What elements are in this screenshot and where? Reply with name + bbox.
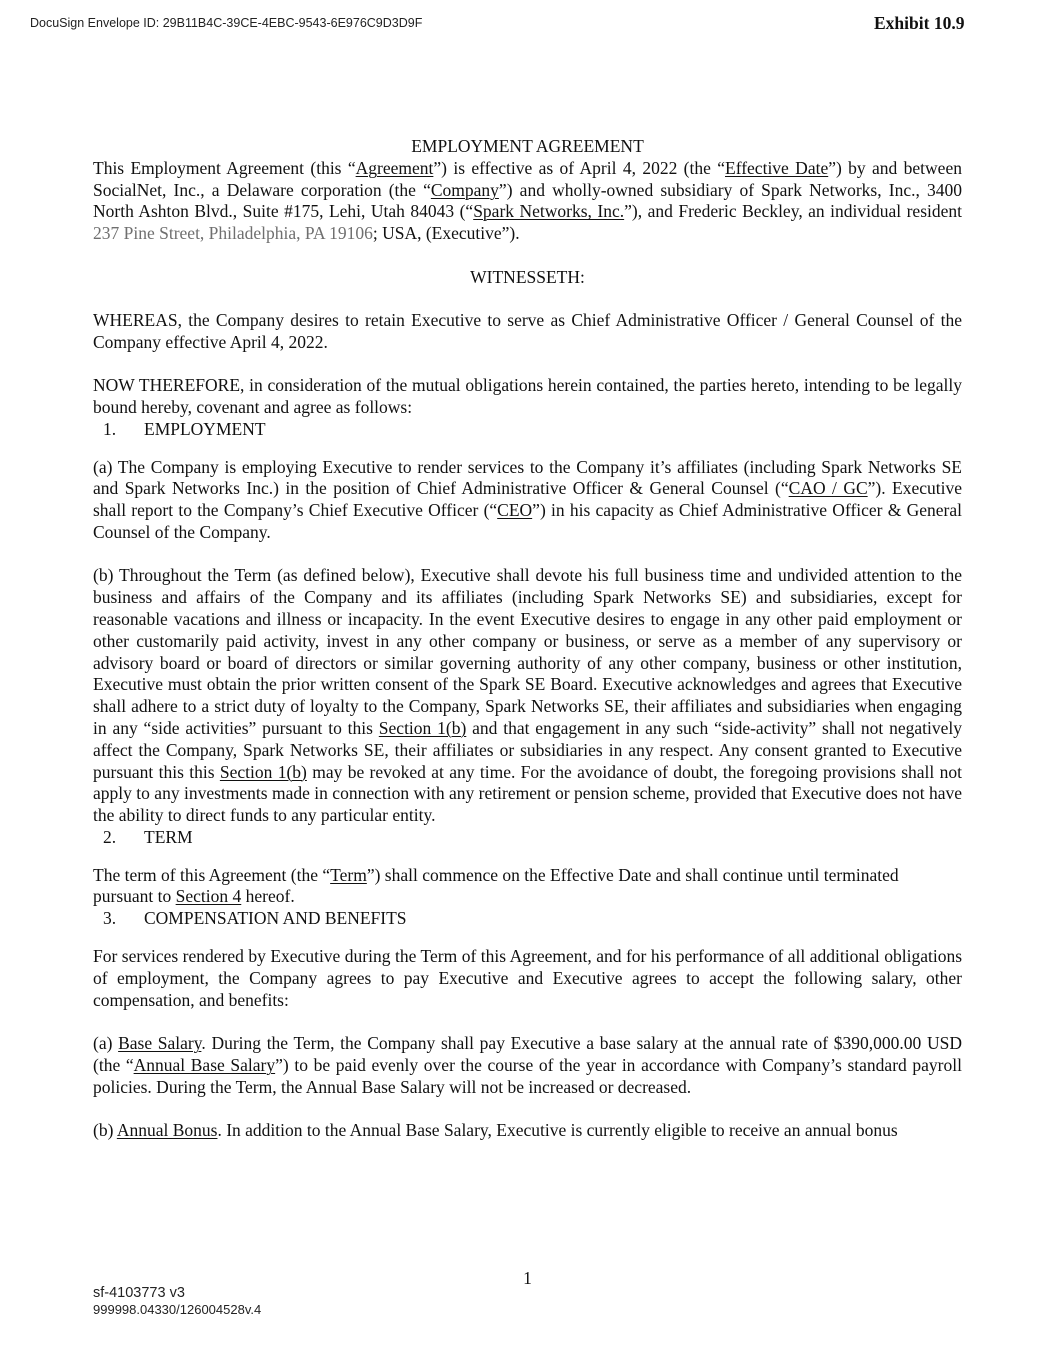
section-reference: Section 1(b) <box>378 717 467 738</box>
whereas-paragraph: WHEREAS, the Company desires to retain Executive to serve as Chief Administrative Officer / General Counsel of the Company effective April 4, 2022. <box>93 309 962 352</box>
defined-term-agreement: Agreement <box>355 157 434 178</box>
defined-term-annual-base-salary: Annual Base Salary <box>133 1054 276 1075</box>
clause-text: ”) to be paid evenly over the course of the year in accordance with Company’s standard payroll policies. During the Term, the Annual Base Salary will not be increased or decreased. <box>93 1054 962 1097</box>
clause-text: (a) The Company is employing Executive to render services to the Company it’s affiliates (including Spark Networks SE and Spark Networks Inc.) in the position of Chief Administrative Officer & General Counsel (“ <box>93 456 962 499</box>
section-2-heading <box>93 827 962 849</box>
section-1b-paragraph <box>93 565 962 827</box>
footer-matter-number: 999998.04330/126004528v.4 <box>93 1302 262 1317</box>
intro-text: ; USA, (Executive”). <box>372 223 520 244</box>
intro-paragraph <box>93 158 962 245</box>
section-reference: Section 1(b) <box>219 761 307 782</box>
defined-term-effective-date: Effective Date <box>725 157 829 178</box>
clause-text: may be revoked at any time. For the avoidance of doubt, the foregoing provisions shall not apply to any investments made in connection with any retirement or pension scheme, provided that Executive does not have the ability to direct funds to any particular entity. <box>93 761 962 826</box>
clause-text: (a) <box>93 1033 119 1054</box>
document-title: EMPLOYMENT AGREEMENT <box>411 136 644 156</box>
section-3a-paragraph <box>93 1033 962 1098</box>
clause-text: ”) in his capacity as Chief Administrative Officer & General Counsel of the Company. <box>93 500 962 542</box>
intro-text: This Employment Agreement (this “ <box>93 157 356 178</box>
section-number: 2. <box>103 826 117 847</box>
clause-text: (b) Throughout the Term (as defined below), Executive shall devote his full business time and undivided attention to the business and affairs of the Company and its affiliates (including Spark Networks SE) and subsidiaries, except for reasonable vacations and illness or incapacity. In the event Executive desires to engage in any other paid employment or other customarily paid activity, invest in any other company or business, or serve as a member of any supervisory or advisory board or board of directors or similar governing authority of any other company, business or other institution, Executive must obtain the prior written consent of the Spark SE Board. Executive acknowledges and agrees that Executive shall adhere to a strict duty of loyalty to the Company, Spark Networks SE, their affiliates and subsidiaries when engaging in any “side activities” pursuant to this <box>93 565 962 738</box>
document-body <box>93 136 962 1142</box>
executive-address: 237 Pine Street, Philadelphia, PA 19106 <box>93 223 373 244</box>
clause-text: ”) shall commence on the Effective Date and shall continue until terminated pursuant to <box>93 864 899 907</box>
section-1a-paragraph <box>93 457 962 544</box>
clause-text: . In addition to the Annual Base Salary, Executive is currently eligible to receive an annual bonus <box>217 1120 898 1141</box>
section-3-heading <box>93 908 962 930</box>
witnesseth-heading: WITNESSETH: <box>470 266 585 287</box>
section-number: 3. <box>103 908 117 929</box>
defined-term-base-salary: Base Salary <box>118 1033 202 1054</box>
exhibit-label: Exhibit 10.9 <box>874 13 965 33</box>
section-reference: Section 4 <box>175 886 242 907</box>
defined-term-cao-gc: CAO / GC <box>788 478 868 499</box>
clause-text: (b) <box>93 1120 117 1141</box>
clause-text: and that engagement in any such “side-activity” shall not negatively affect the Company, Spark Networks SE, their affiliates or subsidiaries in any respect. Any consent granted to Executive pursuant this this <box>93 717 962 782</box>
defined-term-ceo: CEO <box>497 500 533 521</box>
defined-term-annual-bonus: Annual Bonus <box>116 1120 218 1141</box>
section-3b-paragraph <box>93 1120 962 1142</box>
section-1-heading <box>93 419 962 441</box>
intro-text: ”) by and between SocialNet, Inc., a Delaware corporation (the “ <box>93 157 962 200</box>
clause-text: . During the Term, the Company shall pay Executive a base salary at the annual rate of $390,000.00 USD (the “ <box>93 1033 962 1075</box>
clause-text: ”). Executive shall report to the Company’s Chief Executive Officer (“ <box>93 478 963 521</box>
clause-text: The term of this Agreement (the “ <box>93 864 331 885</box>
defined-term-spark: Spark Networks, Inc. <box>473 201 625 222</box>
section-3-intro-paragraph: For services rendered by Executive during the Term of this Agreement, and for his performance of all additional obligations of employment, the Company agrees to pay Executive and Executive agrees to accept the following salary, other compensation, and benefits: <box>93 946 962 1010</box>
footer-doc-id: sf-4103773 v3 <box>93 1285 185 1301</box>
section-title: COMPENSATION AND BENEFITS <box>144 908 407 929</box>
docusign-envelope-id: DocuSign Envelope ID: 29B11B4C-39CE-4EBC-9543-6E976C9D3D9F <box>30 16 423 30</box>
section-title: TERM <box>144 826 193 847</box>
intro-text: ”) and wholly-owned subsidiary of Spark Networks, Inc., 3400 North Ashton Blvd., Suite #175, Lehi, Utah 84043 (“ <box>93 179 962 222</box>
intro-text: ”) is effective as of April 4, 2022 (the “ <box>433 157 726 178</box>
intro-text: ”), and Frederic Beckley, an individual resident <box>624 201 963 222</box>
now-therefore-paragraph: NOW THEREFORE, in consideration of the mutual obligations herein contained, the parties hereto, intending to be legally bound hereby, covenant and agree as follows: <box>93 375 962 417</box>
clause-text: hereof. <box>241 886 295 907</box>
section-number: 1. <box>103 418 117 439</box>
defined-term-company: Company <box>430 179 499 200</box>
document-footer <box>93 1285 261 1318</box>
section-2-paragraph <box>93 865 962 909</box>
page-number: 1 <box>523 1268 532 1288</box>
defined-term-term: Term <box>330 864 367 885</box>
section-title: EMPLOYMENT <box>144 418 266 439</box>
